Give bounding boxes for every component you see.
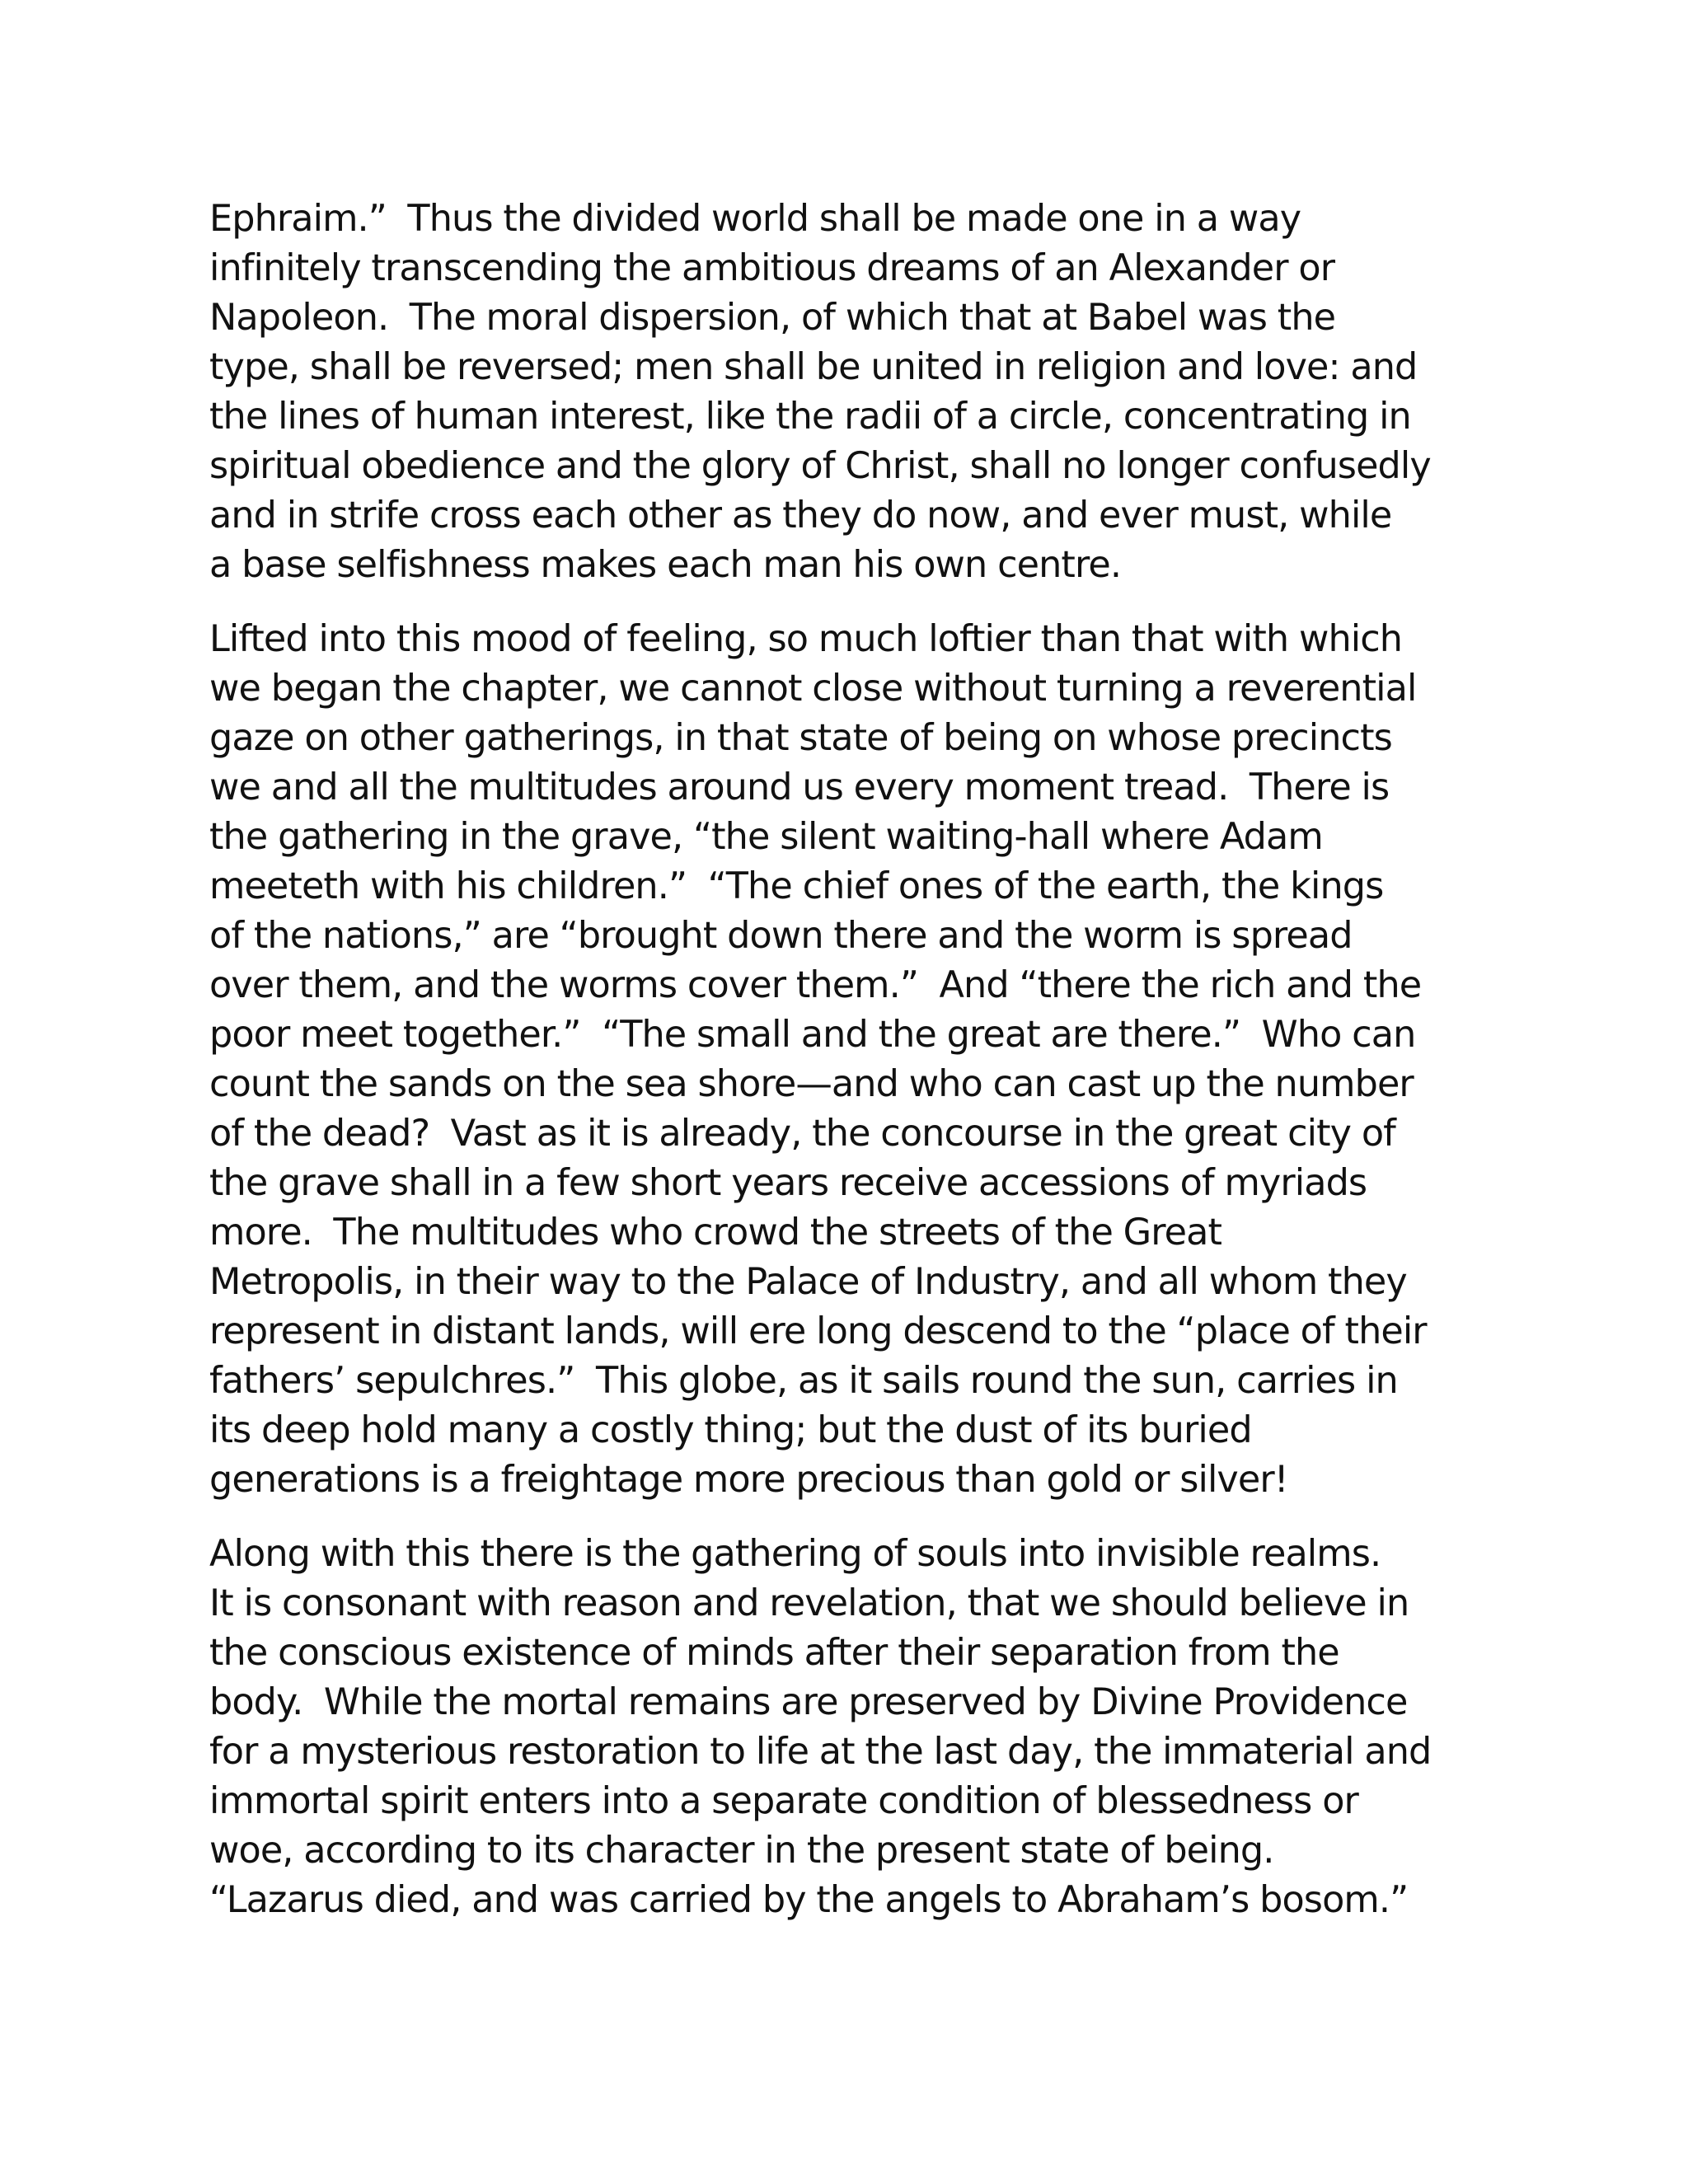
text-line: over them, and the worms cover them.” And “there the rich and the bbox=[209, 964, 1422, 1006]
text-line: the lines of human interest, like the radii of a circle, concentrating in bbox=[209, 396, 1411, 438]
text-line: Lifted into this mood of feeling, so much loftier than that with which bbox=[209, 618, 1403, 660]
text-line: and in strife cross each other as they do now, and ever must, while bbox=[209, 494, 1392, 537]
text-line: Metropolis, in their way to the Palace of Industry, and all whom they bbox=[209, 1261, 1407, 1303]
text-line: Along with this there is the gathering of souls into invisible realms. bbox=[209, 1533, 1381, 1575]
text-line: the grave shall in a few short years receive accessions of myriads bbox=[209, 1162, 1367, 1204]
text-line: spiritual obedience and the glory of Christ, shall no longer confusedly bbox=[209, 445, 1431, 487]
text-line: “Lazarus died, and was carried by the angels to Abraham’s bosom.” bbox=[209, 1879, 1409, 1921]
text-line: Napoleon. The moral dispersion, of which that at Babel was the bbox=[209, 297, 1336, 339]
text-line: we began the chapter, we cannot close without turning a reverential bbox=[209, 668, 1417, 710]
text-line: gaze on other gatherings, in that state of being on whose precincts bbox=[209, 717, 1392, 759]
text-line: meeteth with his children.” “The chief ones of the earth, the kings bbox=[209, 865, 1384, 907]
text-line: for a mysterious restoration to life at the last day, the immaterial and bbox=[209, 1731, 1432, 1773]
text-line: a base selfishness makes each man his own centre. bbox=[209, 544, 1122, 586]
text-line: more. The multitudes who crowd the streets of the Great bbox=[209, 1212, 1222, 1254]
paragraph-3 bbox=[209, 1530, 1495, 1925]
text-line: we and all the multitudes around us every moment tread. There is bbox=[209, 766, 1390, 808]
text-line: its deep hold many a costly thing; but the dust of its buried bbox=[209, 1409, 1252, 1451]
text-line: fathers’ sepulchres.” This globe, as it sails round the sun, carries in bbox=[209, 1360, 1398, 1402]
paragraph-1 bbox=[209, 194, 1495, 590]
text-line: woe, according to its character in the present state of being. bbox=[209, 1830, 1274, 1872]
page-body bbox=[209, 194, 1495, 1950]
text-line: of the dead? Vast as it is already, the concourse in the great city of bbox=[209, 1113, 1395, 1155]
paragraph-2 bbox=[209, 615, 1495, 1505]
text-line: poor meet together.” “The small and the great are there.” Who can bbox=[209, 1014, 1416, 1056]
text-line: the gathering in the grave, “the silent waiting-hall where Adam bbox=[209, 816, 1323, 858]
text-line: generations is a freightage more precious than gold or silver! bbox=[209, 1459, 1288, 1501]
text-line: represent in distant lands, will ere long descend to the “place of their bbox=[209, 1310, 1427, 1352]
text-line: type, shall be reversed; men shall be united in religion and love: and bbox=[209, 346, 1418, 388]
text-line: of the nations,” are “brought down there and the worm is spread bbox=[209, 915, 1353, 957]
text-line: body. While the mortal remains are preserved by Divine Providence bbox=[209, 1681, 1408, 1723]
text-line: It is consonant with reason and revelation, that we should believe in bbox=[209, 1582, 1409, 1624]
text-line: infinitely transcending the ambitious dreams of an Alexander or bbox=[209, 247, 1335, 289]
text-line: count the sands on the sea shore—and who can cast up the number bbox=[209, 1063, 1414, 1105]
text-line: the conscious existence of minds after their separation from the bbox=[209, 1632, 1339, 1674]
text-line: Ephraim.” Thus the divided world shall be made one in a way bbox=[209, 198, 1301, 240]
text-line: immortal spirit enters into a separate condition of blessedness or bbox=[209, 1780, 1358, 1822]
